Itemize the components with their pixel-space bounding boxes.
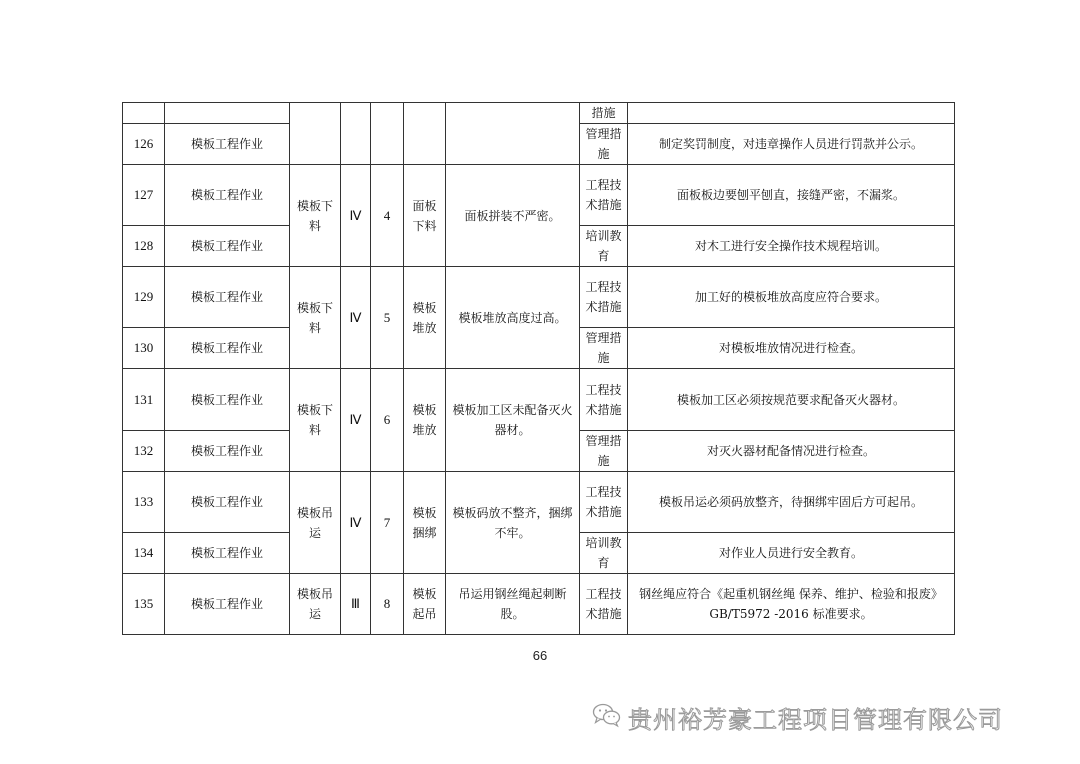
no-cell: 128 [123,226,165,267]
no-cell: 126 [123,124,165,165]
measure-type-cell: 管理措施 [580,328,628,369]
step-cell: 模板堆放 [404,369,446,472]
watermark-text: 贵州裕芳豪工程项目管理有限公司 [628,705,1003,734]
measure-cell: 制定奖罚制度，对违章操作人员进行罚款并公示。 [628,124,955,165]
measure-type-cell: 管理措施 [580,431,628,472]
task-cell: 模板工程作业 [165,165,290,226]
index-cell: 4 [371,165,404,267]
measure-cell: 模板加工区必须按规范要求配备灭火器材。 [628,369,955,431]
measure-type-cell: 培训教育 [580,533,628,574]
step-cell: 模板捆绑 [404,472,446,574]
index-cell: 8 [371,574,404,635]
process-cell: 模板吊运 [290,472,341,574]
measure-cell: 对木工进行安全操作技术规程培训。 [628,226,955,267]
measure-type-cell: 工程技术措施 [580,267,628,328]
level-cell: Ⅳ [341,165,371,267]
no-cell: 134 [123,533,165,574]
table-row [123,267,955,328]
measure-cell: 加工好的模板堆放高度应符合要求。 [628,267,955,328]
measure-cell: 对灭火器材配备情况进行检查。 [628,431,955,472]
no-cell: 132 [123,431,165,472]
no-cell: 129 [123,267,165,328]
watermark [592,700,1003,734]
task-cell: 模板工程作业 [165,472,290,533]
measure-cell: 对模板堆放情况进行检查。 [628,328,955,369]
measure-type-cell: 工程技术措施 [580,369,628,431]
hazard-cell [446,103,580,165]
measure-type-cell: 培训教育 [580,226,628,267]
table-row [123,574,955,635]
task-cell [165,103,290,124]
measure-cell: 钢丝绳应符合《起重机钢丝绳 保养、维护、检验和报废》 GB/T5972 -2016 标准要求。 [628,574,955,635]
measure-type-cell: 工程技术措施 [580,574,628,635]
step-cell: 面板下料 [404,165,446,267]
index-cell: 7 [371,472,404,574]
level-cell: Ⅳ [341,472,371,574]
measure-cell: 对作业人员进行安全教育。 [628,533,955,574]
no-cell: 127 [123,165,165,226]
hazard-cell: 吊运用钢丝绳起刺断股。 [446,574,580,635]
task-cell: 模板工程作业 [165,124,290,165]
wechat-icon [592,702,622,732]
measure-type-cell: 工程技术措施 [580,472,628,533]
step-cell: 模板起吊 [404,574,446,635]
level-cell [341,103,371,165]
task-cell: 模板工程作业 [165,369,290,431]
risk-control-table [122,102,955,635]
measure-cell [628,103,955,124]
no-cell: 135 [123,574,165,635]
level-cell: Ⅲ [341,574,371,635]
level-cell: Ⅳ [341,369,371,472]
measure-type-cell: 管理措施 [580,124,628,165]
hazard-cell: 模板码放不整齐，捆绑不牢。 [446,472,580,574]
index-cell [371,103,404,165]
task-cell: 模板工程作业 [165,574,290,635]
no-cell: 130 [123,328,165,369]
step-cell: 模板堆放 [404,267,446,369]
no-cell: 131 [123,369,165,431]
no-cell [123,103,165,124]
measure-type-cell: 工程技术措施 [580,165,628,226]
page-number: 66 [532,648,548,663]
task-cell: 模板工程作业 [165,533,290,574]
measure-cell: 面板板边要刨平刨直，接缝严密，不漏浆。 [628,165,955,226]
index-cell: 5 [371,267,404,369]
index-cell: 6 [371,369,404,472]
hazard-cell: 面板拼装不严密。 [446,165,580,267]
hazard-cell: 模板加工区未配备灭火器材。 [446,369,580,472]
hazard-cell: 模板堆放高度过高。 [446,267,580,369]
table-row [123,472,955,533]
measure-type-cell: 措施 [580,103,628,124]
process-cell: 模板下料 [290,267,341,369]
process-cell: 模板下料 [290,165,341,267]
no-cell: 133 [123,472,165,533]
table-row [123,165,955,226]
level-cell: Ⅳ [341,267,371,369]
step-cell [404,103,446,165]
task-cell: 模板工程作业 [165,431,290,472]
process-cell: 模板下料 [290,369,341,472]
table-row [123,103,955,124]
measure-cell: 模板吊运必须码放整齐，待捆绑牢固后方可起吊。 [628,472,955,533]
process-cell: 模板吊运 [290,574,341,635]
process-cell [290,103,341,165]
task-cell: 模板工程作业 [165,328,290,369]
table-row [123,369,955,431]
task-cell: 模板工程作业 [165,226,290,267]
task-cell: 模板工程作业 [165,267,290,328]
